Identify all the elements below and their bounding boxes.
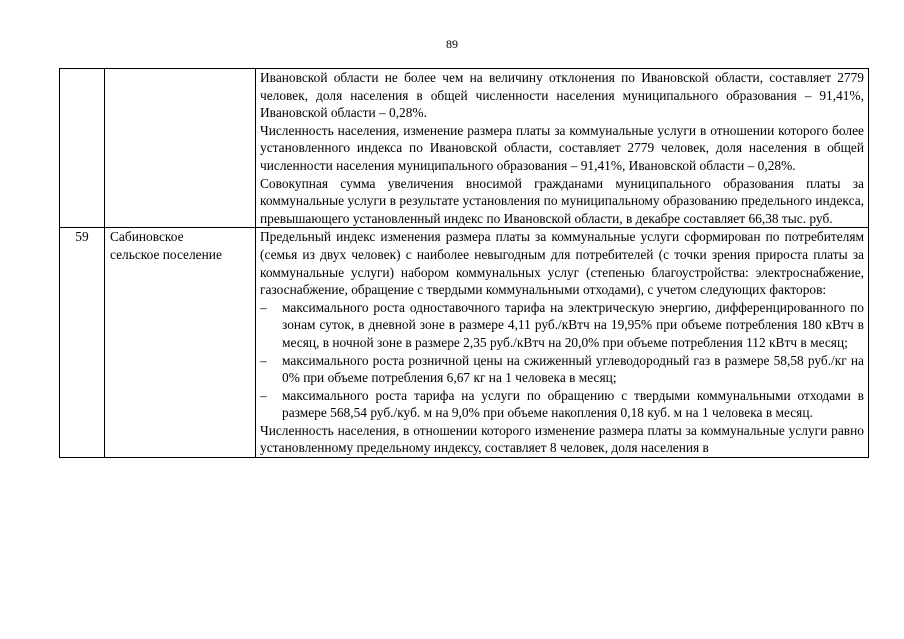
- paragraph: Ивановской области не более чем на величину отклонения по Ивановской области, составляет 2779 человек, доля населения в общей численности населения муниципального образования – 91,41%, Ивановской области – 0,28%.: [260, 70, 864, 121]
- factor-text: максимального роста одноставочного тарифа на электрическую энергию, дифференцированного по зонам суток, в дневной зоне в размере 4,11 руб./кВтч на 19,95% при объеме потребления 180 кВтч в месяц, в ночной зоне в размере 2,35 руб./кВтч на 20,0% при объеме потребления 112 кВтч в месяц;: [282, 299, 864, 350]
- name-cell: [105, 69, 256, 228]
- table-row: [60, 69, 869, 228]
- intro-paragraph: Предельный индекс изменения размера платы за коммунальные услуги сформирован по потребителям (семья из двух человек) с наиболее невыгодным для потребителей (с точки зрения прироста платы за коммунальные услуги) набором коммунальных услуг (степенью благоустройства: электроснабжение, газоснабжение, обращение с твердыми коммунальными отходами), с учетом следующих факторов:: [260, 229, 864, 298]
- dash-bullet: –: [260, 299, 267, 315]
- description-cell: [256, 69, 869, 228]
- factor-list-item: [260, 352, 864, 387]
- table-row: [60, 228, 869, 458]
- factor-text: максимального роста тарифа на услуги по обращению с твердыми коммунальными отходами в размере 568,54 руб./куб. м на 9,0% при объеме накопления 0,18 куб. м на 1 человека в месяц.: [282, 387, 864, 421]
- description-cell: [256, 228, 869, 458]
- municipality-name: [105, 228, 256, 458]
- data-table: [59, 68, 869, 458]
- municipality-name-line: сельское поселение: [110, 246, 222, 262]
- page-number: 89: [446, 37, 458, 51]
- paragraph: Численность населения, изменение размера платы за коммунальные услуги в отношении которого более установленного индекса по Ивановской области, составляет 2779 человек, доля населения в общей численности населения муниципального образования – 91,41%, Ивановской области – 0,28%.: [260, 122, 864, 173]
- closing-paragraph: Численность населения, в отношении которого изменение размера платы за коммунальные услуги равно установленному предельному индексу, составляет 8 человек, доля населения в: [260, 422, 864, 456]
- factor-list-item: [260, 387, 864, 422]
- dash-bullet: –: [260, 352, 267, 368]
- factor-text: максимального роста розничной цены на сжиженный углеводородный газ в размере 58,58 руб./кг на 0% при объеме потребления 6,67 кг на 1 человека в месяц;: [282, 352, 864, 386]
- factor-list-item: [260, 299, 864, 352]
- paragraph: Совокупная сумма увеличения вносимой гражданами муниципального образования платы за коммунальные услуги в результате установления по муниципальному образованию предельного индекса, превышающего установленный индекс по Ивановской области, в декабре составляет 66,38 тыс. руб.: [260, 175, 864, 226]
- number-cell: [60, 69, 105, 228]
- dash-bullet: –: [260, 387, 267, 403]
- municipality-name-line: Сабиновское: [110, 229, 184, 245]
- row-number: 59: [60, 228, 105, 458]
